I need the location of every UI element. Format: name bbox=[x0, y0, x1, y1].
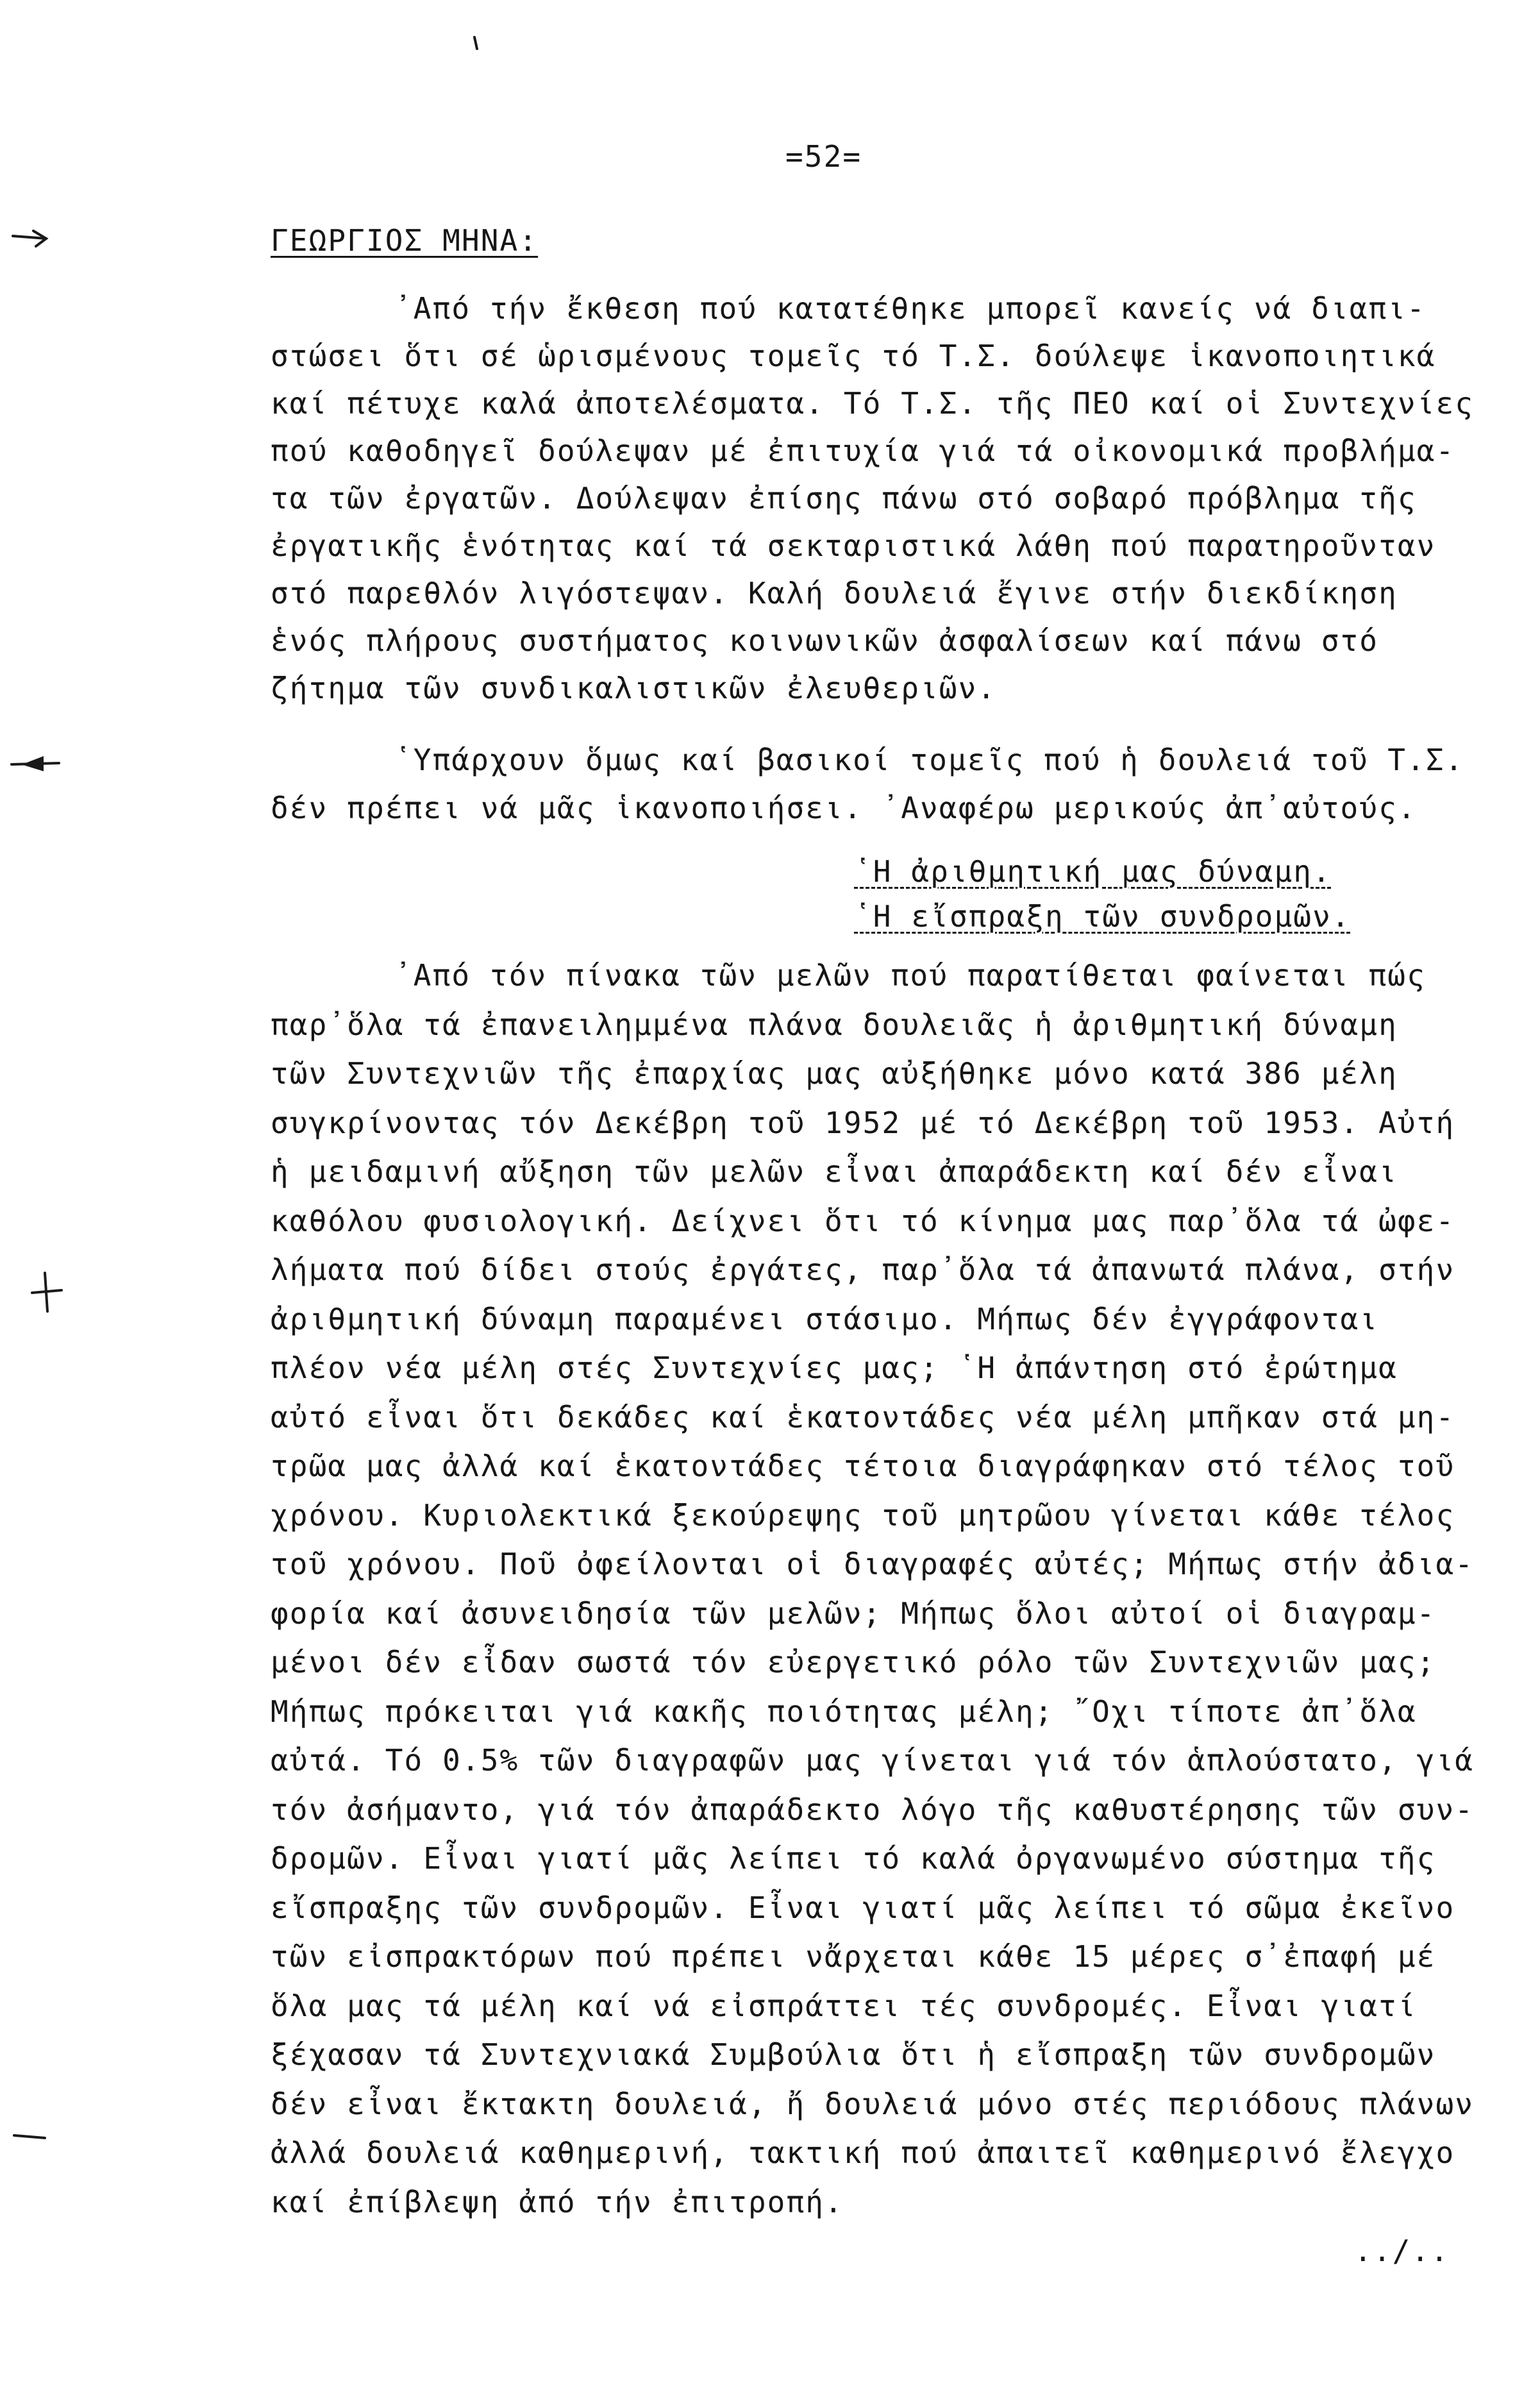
text-line: καί ἐπίβλεψη ἀπό τήν ἐπιτροπή. bbox=[271, 2184, 844, 2219]
text-line: ᾿Από τόν πίνακα τῶν μελῶν πού παρατίθεται φαίνεται πώς bbox=[394, 958, 1426, 993]
text-line: τρῶα μας ἀλλά καί ἑκατοντάδες τέτοια διαγράφηκαν στό τέλος τοῦ bbox=[271, 1449, 1455, 1483]
continuation-mark: ../.. bbox=[1354, 2234, 1450, 2268]
text-line: παρ᾿ὅλα τά ἐπανειλημμένα πλάνα δουλειᾶς ἡ ἀριθμητική δύναμη bbox=[271, 1007, 1398, 1042]
speaker-heading: ΓΕΩΡΓΙΟΣ ΜΗΝΑ: bbox=[271, 223, 539, 258]
text-line: δρομῶν. Εἶναι γιατί μᾶς λείπει τό καλά ὀργανωμένο σύστημα τῆς bbox=[271, 1841, 1436, 1876]
text-line: τα τῶν ἐργατῶν. Δούλεψαν ἐπίσης πάνω στό σοβαρό πρόβλημα τῆς bbox=[271, 481, 1417, 516]
text-line: ἐργατικῆς ἑνότητας καί τά σεκταριστικά λάθη πού παρατηροῦνταν bbox=[271, 528, 1436, 563]
margin-arrow-mark-middle bbox=[12, 758, 59, 770]
text-line: τοῦ χρόνου. Ποῦ ὀφείλονται οἱ διαγραφές αὐτές; Μήπως στήν ἀδια- bbox=[271, 1547, 1475, 1581]
text-line: καί πέτυχε καλά ἀποτελέσματα. Τό Τ.Σ. τῆς ΠΕΟ καί οἱ Συντεχνίες bbox=[271, 386, 1475, 421]
text-line: πλέον νέα μέλη στές Συντεχνίες μας; ῾Η ἀπάντηση στό ἐρώτημα bbox=[271, 1350, 1398, 1385]
text-line: ᾿Από τήν ἔκθεση πού κατατέθηκε μπορεῖ κανείς νά διαπι- bbox=[394, 291, 1426, 326]
text-line: δέν εἶναι ἔκτακτη δουλειά, ἤ δουλειά μόνο στές περιόδους πλάνων bbox=[271, 2086, 1475, 2121]
text-line: μένοι δέν εἶδαν σωστά τόν εὐεργετικό ρόλο τῶν Συντεχνιῶν μας; bbox=[271, 1645, 1436, 1679]
text-line: ἑνός πλήρους συστήματος κοινωνικῶν ἀσφαλίσεων καί πάνω στό bbox=[271, 623, 1379, 658]
text-line: εἴσπραξης τῶν συνδρομῶν. Εἶναι γιατί μᾶς λείπει τό σῶμα ἐκεῖνο bbox=[271, 1890, 1455, 1925]
text-line: ἀλλά δουλειά καθημερινή, τακτική πού ἀπαιτεῖ καθημερινό ἔλεγχο bbox=[271, 2135, 1455, 2170]
paragraph-3 bbox=[271, 951, 1474, 2226]
text-line: στώσει ὅτι σέ ὡρισμένους τομεῖς τό Τ.Σ. δούλεψε ἱκανοποιητικά bbox=[271, 339, 1436, 373]
page-number: =52= bbox=[785, 139, 862, 174]
text-line: δέν πρέπει νά μᾶς ἱκανοποιήσει. ᾿Αναφέρω μερικούς ἀπ᾿αὐτούς. bbox=[271, 791, 1417, 825]
subheading-numerical-strength: ῾Η ἀριθμητική μας δύναμη. bbox=[854, 854, 1332, 889]
margin-dash-mark-bottom bbox=[14, 2135, 45, 2138]
text-line: ξέχασαν τά Συντεχνιακά Συμβούλια ὅτι ἡ εἴσπραξη τῶν συνδρομῶν bbox=[271, 2037, 1436, 2072]
margin-arrow-mark-top bbox=[13, 231, 46, 246]
text-line: καθόλου φυσιολογική. Δείχνει ὅτι τό κίνημα μας παρ᾿ὅλα τά ὠφε- bbox=[271, 1203, 1455, 1238]
paragraph-1 bbox=[271, 285, 1474, 712]
text-line: ἡ μειδαμινή αὔξηση τῶν μελῶν εἶναι ἀπαράδεκτη καί δέν εἶναι bbox=[271, 1154, 1398, 1189]
text-line: στό παρεθλόν λιγόστεψαν. Καλή δουλειά ἔγινε στήν διεκδίκηση bbox=[271, 576, 1398, 610]
text-line: συγκρίνοντας τόν Δεκέβρη τοῦ 1952 μέ τό Δεκέβρη τοῦ 1953. Αὐτή bbox=[271, 1105, 1455, 1140]
top-tick-mark bbox=[474, 37, 477, 49]
text-line: αὐτά. Τό 0.5% τῶν διαγραφῶν μας γίνεται γιά τόν ἁπλούστατο, γιά bbox=[271, 1743, 1475, 1778]
subheading-fee-collection: ῾Η εἴσπραξη τῶν συνδρομῶν. bbox=[854, 899, 1351, 934]
text-line: ἀριθμητική δύναμη παραμένει στάσιμο. Μήπως δέν ἐγγράφονται bbox=[271, 1301, 1379, 1336]
subheadings bbox=[854, 849, 1351, 939]
text-line: αὐτό εἶναι ὅτι δεκάδες καί ἑκατοντάδες νέα μέλη μπῆκαν στά μη- bbox=[271, 1399, 1455, 1434]
text-line: τῶν Συντεχνιῶν τῆς ἐπαρχίας μας αὐξήθηκε μόνο κατά 386 μέλη bbox=[271, 1056, 1398, 1091]
text-line: ζήτημα τῶν συνδικαλιστικῶν ἐλευθεριῶν. bbox=[271, 671, 997, 705]
text-line: Μήπως πρόκειται γιά κακῆς ποιότητας μέλη; ῎Οχι τίποτε ἀπ᾿ὅλα bbox=[271, 1694, 1417, 1729]
text-line: χρόνου. Κυριολεκτικά ξεκούρεψης τοῦ μητρῶου γίνεται κάθε τέλος bbox=[271, 1497, 1455, 1533]
text-line: ὅλα μας τά μέλη καί νά εἰσπράττει τές συνδρομές. Εἶναι γιατί bbox=[271, 1988, 1417, 2023]
paragraph-2 bbox=[271, 736, 1464, 832]
margin-cross-mark bbox=[32, 1273, 62, 1311]
text-line: ῾Υπάρχουν ὅμως καί βασικοί τομεῖς πού ἡ δουλειά τοῦ Τ.Σ. bbox=[394, 743, 1464, 777]
text-line: πού καθοδηγεῖ δούλεψαν μέ ἐπιτυχία γιά τά οἰκονομικά προβλήμα- bbox=[271, 433, 1455, 468]
text-line: φορία καί ἀσυνειδησία τῶν μελῶν; Μήπως ὅλοι αὐτοί οἱ διαγραμ- bbox=[271, 1595, 1436, 1631]
text-line: τόν ἀσήμαντο, γιά τόν ἀπαράδεκτο λόγο τῆς καθυστέρησης τῶν συν- bbox=[271, 1792, 1475, 1827]
text-line: λήματα πού δίδει στούς ἐργάτες, παρ᾿ὅλα τά ἀπανωτά πλάνα, στήν bbox=[271, 1252, 1455, 1287]
text-line: τῶν εἰσπρακτόρων πού πρέπει νἄρχεται κάθε 15 μέρες σ᾿ἐπαφή μέ bbox=[271, 1939, 1436, 1974]
